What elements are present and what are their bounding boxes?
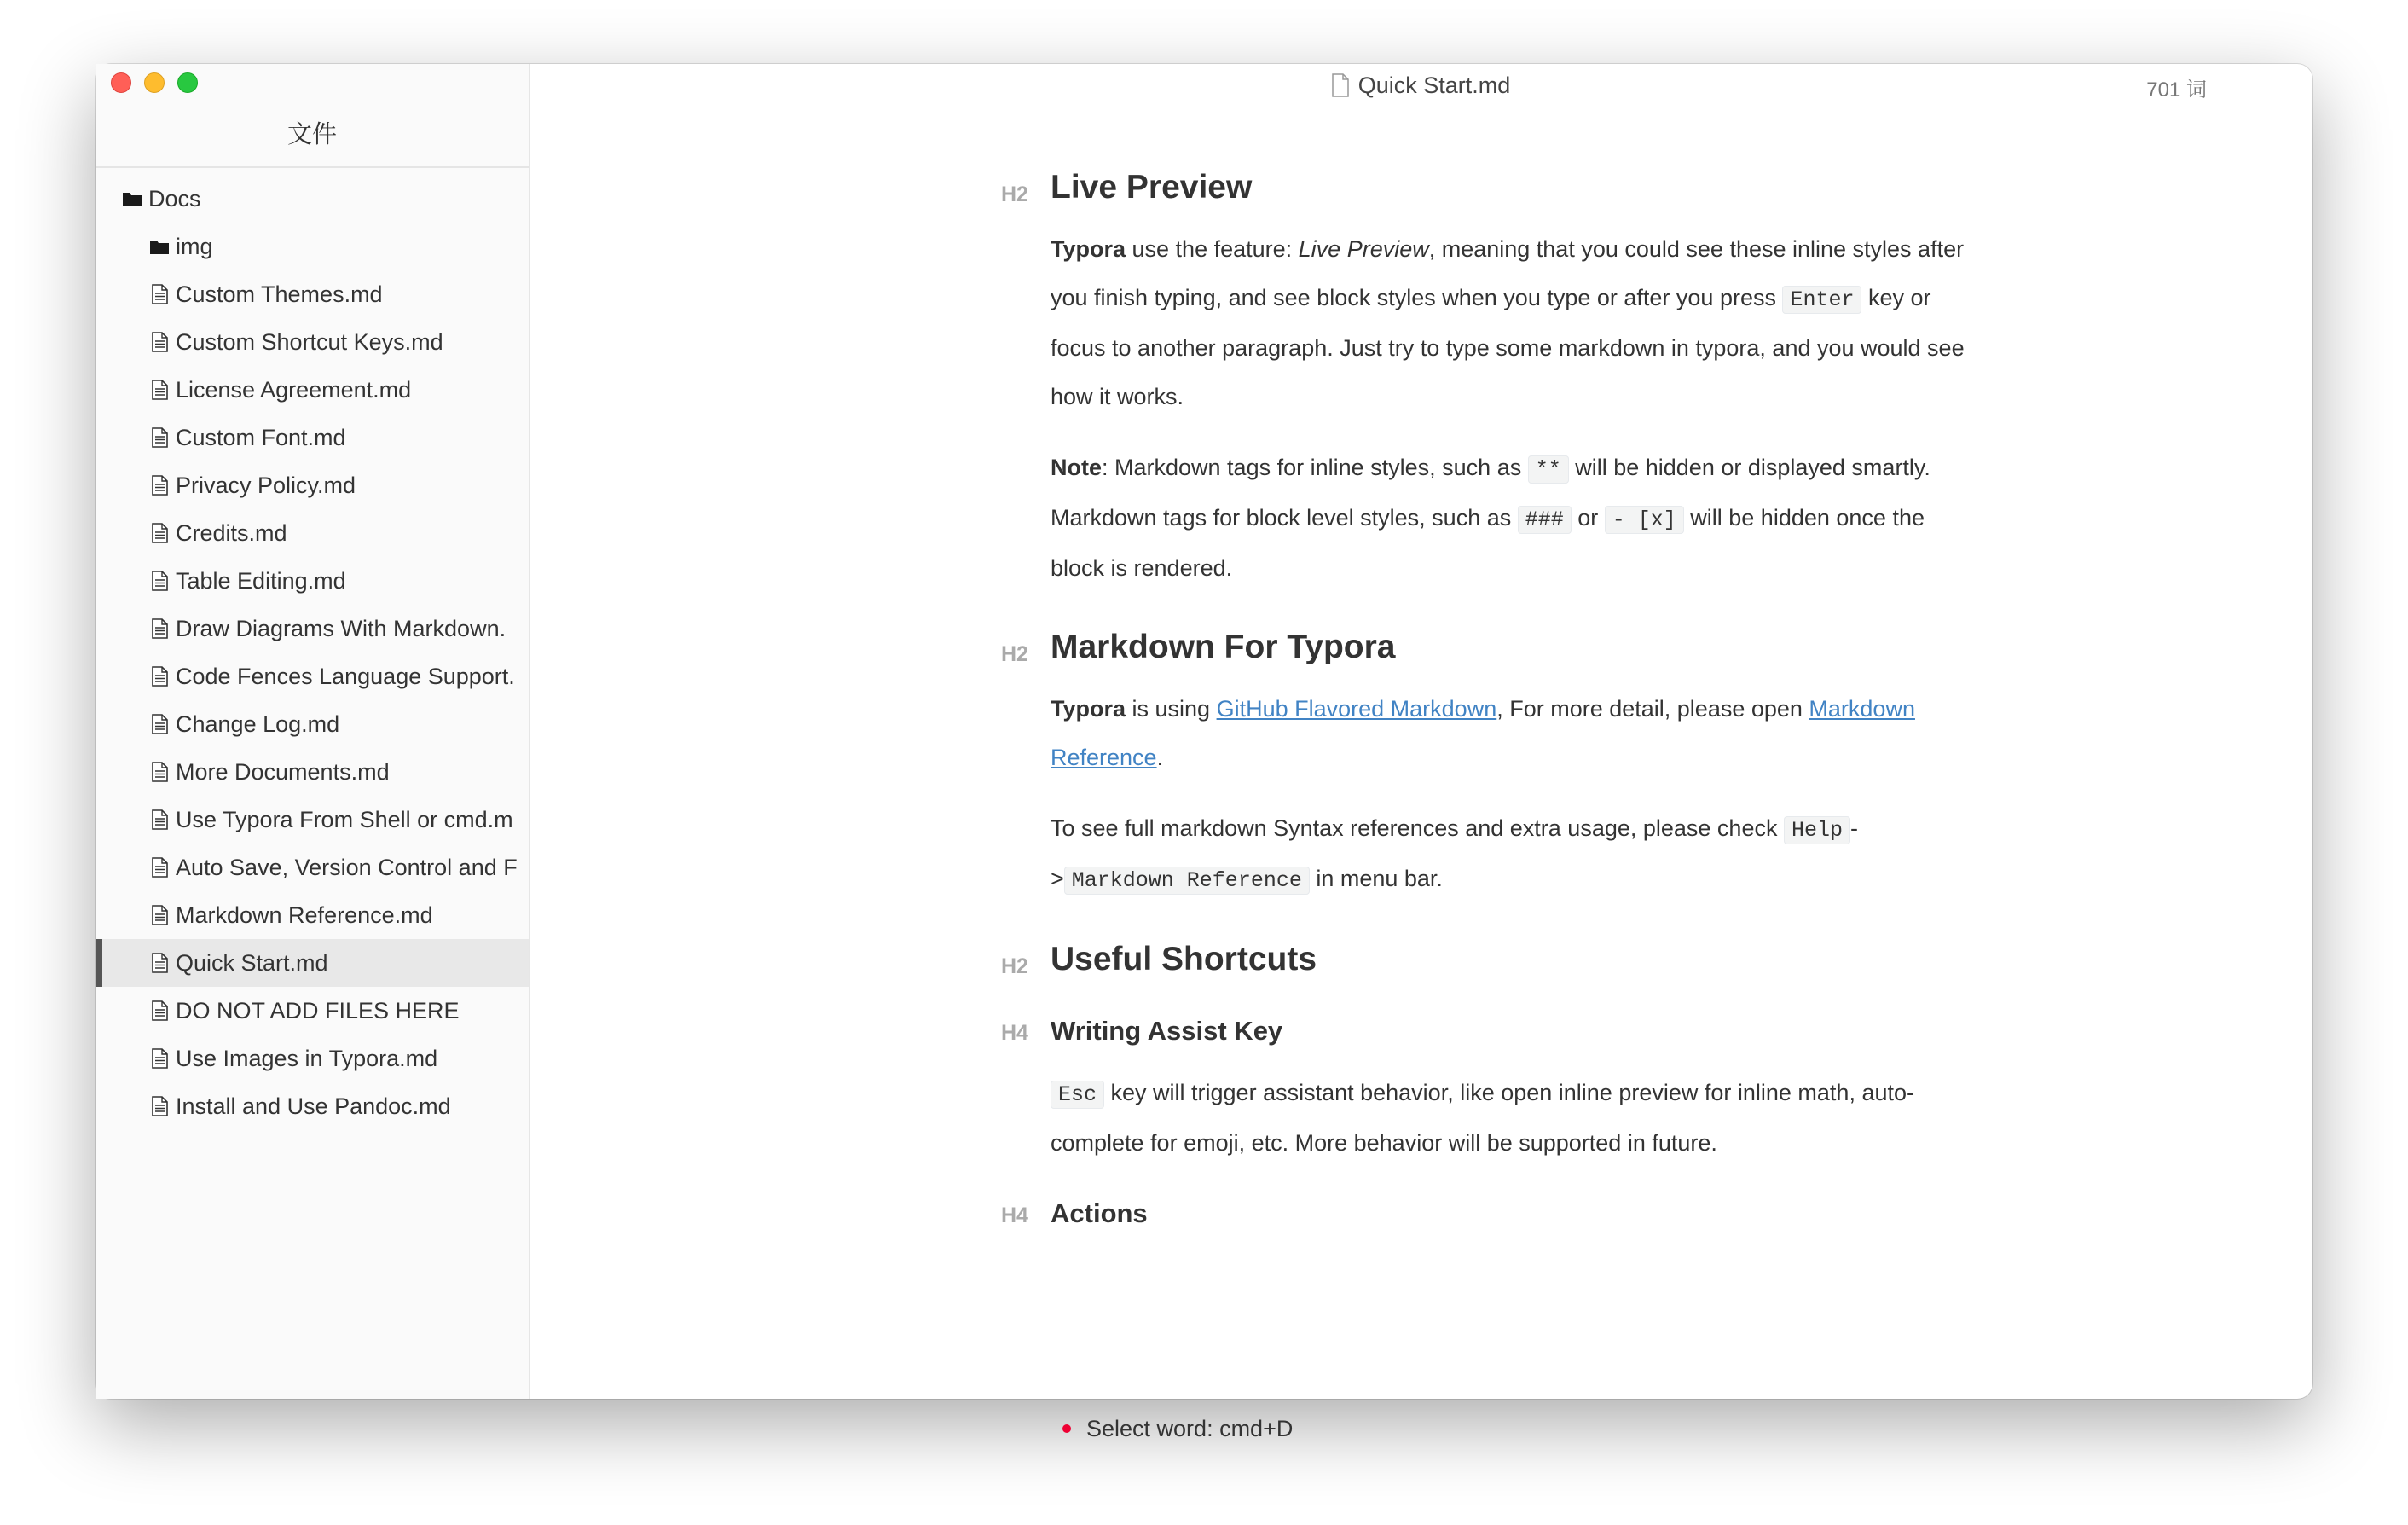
folder-docs[interactable] [96,175,529,223]
word-count[interactable]: 701 词 [2146,78,2207,101]
tree-item-label: DO NOT ADD FILES HERE [176,997,460,1023]
h2-marker: H2 [1001,642,1028,666]
heading-markdown-for-typora[interactable]: H2 Markdown For Typora [1001,629,1396,666]
app-window [96,64,2312,1441]
file-icon [148,904,171,926]
window-controls [111,72,198,93]
file-item[interactable] [96,748,529,796]
tree-item-label: Use Images in Typora.md [176,1045,438,1071]
link-markdown-reference[interactable]: Markdown Reference [1051,696,1915,770]
file-tree [96,175,529,1130]
tree-item-label: More Documents.md [176,758,390,785]
tree-item-label: Privacy Policy.md [176,472,356,498]
tree-item-label: Custom Shortcut Keys.md [176,328,443,355]
document-icon [1331,73,1350,97]
tree-item-label: Draw Diagrams With Markdown. [176,615,506,641]
paragraph[interactable]: Esc key will trigger assistant behavior, like open inline preview for inline math, auto-complete for emoji, etc. More behavior will be supported in future. [1051,1080,1914,1156]
sidebar-divider [96,166,529,168]
file-icon [148,665,171,687]
inline-code: ** [1528,455,1569,484]
file-item[interactable] [96,939,529,987]
file-item[interactable] [96,700,529,748]
file-icon [148,856,171,878]
file-item[interactable] [96,1082,529,1130]
tree-item-label: Change Log.md [176,710,340,737]
tree-item-label: img [176,233,213,259]
file-icon [148,570,171,592]
editor-pane[interactable] [529,107,2312,1441]
tree-item-label: Install and Use Pandoc.md [176,1093,451,1119]
tree-item-label: Custom Themes.md [176,281,383,307]
file-item[interactable] [96,461,529,509]
sidebar-title: 文件 [287,121,337,148]
paragraph[interactable]: Typora use the feature: Live Preview, meaning that you could see these inline styles after you finish typing, and see block styles when you type or after you press Enter key or focus to another paragraph. Just try to type some markdown in typora, and you would see how it works. [1051,236,1965,409]
file-item[interactable] [96,318,529,366]
bullet-dot [1062,1424,1071,1433]
tree-item-label: Custom Font.md [176,424,346,450]
h2-marker: H2 [1001,183,1028,206]
file-icon [148,331,171,353]
file-icon [148,426,171,449]
file-item[interactable] [96,796,529,844]
file-item[interactable] [96,987,529,1035]
tree-item-label: Quick Start.md [176,949,328,976]
heading-actions[interactable]: H4 Actions [1001,1198,1148,1228]
file-item[interactable] [96,366,529,414]
paragraph[interactable]: To see full markdown Syntax references and extra usage, please check Help -> Markdown Reference in menu bar. [1051,815,1858,893]
file-icon [148,761,171,783]
file-item[interactable] [96,270,529,318]
heading-writing-assist-key[interactable]: H4 Writing Assist Key [1001,1016,1283,1046]
file-item[interactable] [96,509,529,557]
title-bar [529,64,2312,107]
tree-item-label: Auto Save, Version Control and F [176,854,518,880]
file-icon [148,952,171,974]
close-window-button[interactable] [111,72,131,93]
link-gfm[interactable]: GitHub Flavored Markdown [1216,696,1497,722]
file-icon [148,1095,171,1117]
inline-code: Enter [1782,286,1861,314]
tree-item-label: Table Editing.md [176,567,346,594]
file-item[interactable] [96,891,529,939]
h4-marker: H4 [1001,1021,1028,1045]
file-icon [148,1047,171,1070]
inline-code: Help [1784,816,1850,844]
file-icon [148,809,171,831]
file-sidebar [96,64,530,1399]
tree-item-label: Code Fences Language Support. [176,663,515,689]
file-item[interactable] [96,557,529,605]
folder-item[interactable] [96,223,529,270]
tree-item-label: License Agreement.md [176,376,412,403]
file-item[interactable] [96,652,529,700]
file-icon [148,713,171,735]
inline-code: ### [1518,506,1572,534]
h4-marker: H4 [1001,1203,1028,1227]
list-item[interactable]: Select word: cmd+D [1051,1416,1293,1442]
tree-item-label: Markdown Reference.md [176,902,433,928]
file-item[interactable] [96,1035,529,1082]
minimize-window-button[interactable] [144,72,165,93]
folder-icon [148,235,171,258]
inline-code: Markdown Reference [1064,867,1310,895]
paragraph[interactable]: Typora is using GitHub Flavored Markdown, For more detail, please open Markdown Reference. [1051,696,1915,770]
heading-useful-shortcuts[interactable]: H2 Useful Shortcuts [1001,941,1317,978]
file-item[interactable] [96,605,529,652]
folder-icon [121,188,143,210]
document-content[interactable] [1001,107,1971,1229]
window-title: Quick Start.md [1357,72,1511,98]
heading-live-preview[interactable]: H2 Live Preview [1001,169,1253,206]
paragraph[interactable]: Note: Markdown tags for inline styles, such as ** will be hidden or displayed smartly. Markdown tags for block level styles, such as ### or - [x] will be hidden once the block is rendered. [1051,455,1930,581]
h2-marker: H2 [1001,954,1028,978]
file-icon [148,1000,171,1022]
file-icon [148,379,171,401]
file-item[interactable] [96,844,529,891]
zoom-window-button[interactable] [177,72,198,93]
inline-code: Esc [1051,1081,1104,1109]
file-item[interactable] [96,414,529,461]
inline-code: - [x] [1605,506,1684,534]
file-icon [148,618,171,640]
tree-item-label: Credits.md [176,519,287,546]
tree-item-label: Use Typora From Shell or cmd.m [176,806,513,832]
file-icon [148,474,171,496]
folder-label: Docs [148,185,201,212]
file-icon [148,283,171,305]
file-icon [148,522,171,544]
